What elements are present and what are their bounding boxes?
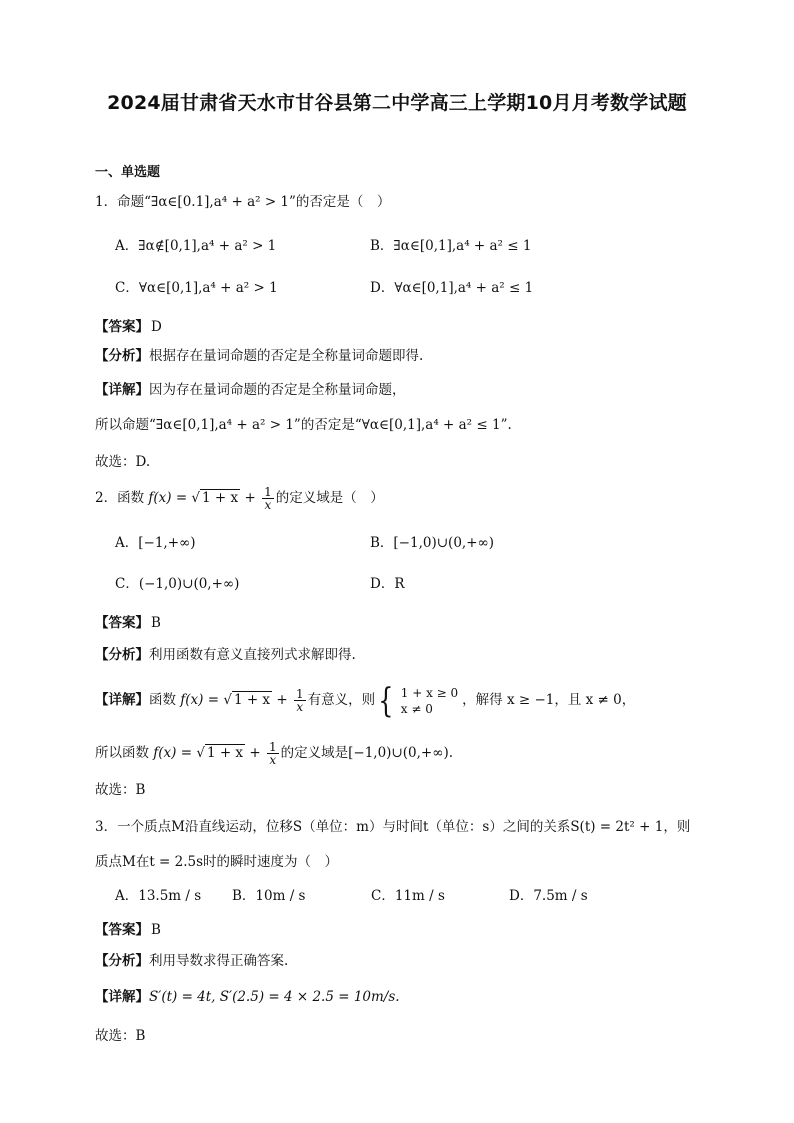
q1-stem: 1．命题“∃α∈[0.1],a⁴ + a² > 1”的否定是（ ） [95, 194, 391, 210]
q1-option-a: A．∃α∉[0,1],a⁴ + a² > 1 [115, 238, 277, 254]
q2-system-line-2: x ≠ 0 [400, 701, 433, 716]
q1-option-c: C．∀α∈[0,1],a⁴ + a² > 1 [115, 280, 278, 296]
section-heading: 一、单选题 [95, 165, 161, 180]
q2-sqrt: 1 + x [202, 490, 239, 506]
q2-option-d: D．R [370, 576, 405, 592]
q3-option-b: B．10m / s [232, 888, 306, 904]
q2-answer: B [151, 615, 161, 631]
q3-option-d: D．7.5m / s [509, 888, 588, 904]
q2-option-b: B．[−1,0)∪(0,+∞) [370, 535, 495, 551]
answer-tag: 【答案】 [95, 922, 149, 938]
q1-choose: 故选：D. [95, 454, 151, 470]
q2-stem: 2．函数 f(x) = √ 1 + x + $\frac{1}{x}$ 的定义域是（ ） [95, 485, 384, 512]
analysis-tag: 【分析】 [95, 953, 149, 969]
frac-num: 1 [264, 485, 272, 499]
q2-detail-pre: 函数 [149, 692, 176, 708]
analysis-tag: 【分析】 [95, 348, 149, 364]
q2-system [401, 685, 458, 717]
q2-choose: 故选：B [95, 782, 146, 798]
q2-detail-fx: f(x) = [180, 692, 220, 708]
q2-detail2-post: 的定义域是[−1,0)∪(0,+∞). [280, 745, 453, 761]
q2-detail-post: ，解得 x ≥ −1，且 x ≠ 0， [462, 692, 636, 708]
q2-fraction [262, 486, 274, 511]
q2-fx: f(x) = [148, 490, 188, 506]
q2-system-line-1: 1 + x ≥ 0 [400, 685, 459, 700]
q3-option-a: A．13.5m / s [115, 888, 202, 904]
q2-detail-line: 【详解】函数 f(x) = √ 1 + x + $\frac{1}{x}$ 有意义，则{ 1 + x ≥ 0 x ≠ 0 ，解得 x ≥ −1，且 x ≠ 0， [95, 680, 636, 721]
frac-num: 1 [268, 740, 277, 754]
brace-glyph: { [378, 680, 394, 721]
q3-analysis-line [95, 951, 288, 971]
q2-stem-post: 的定义域是（ ） [275, 490, 384, 506]
q2-answer-line [95, 613, 161, 633]
q2-detail2-fx: f(x) = [153, 745, 193, 761]
q2-option-a: A．[−1,+∞) [115, 535, 196, 551]
page-title: 2024届甘肃省天水市甘谷县第二中学高三上学期10月月考数学试题 [107, 92, 687, 114]
q3-detail-line [95, 987, 400, 1007]
frac-den: x [269, 753, 277, 767]
q3-detail: S′(t) = 4t, S′(2.5) = 4 × 2.5 = 10m/s. [149, 989, 400, 1005]
q2-detail2-line: 所以函数 f(x) = √ 1 + x + $\frac{1}{x}$ 的定义域是[−1,0)∪(0,+∞). [95, 740, 453, 767]
q2-detail-sqrt: 1 + x [233, 692, 271, 708]
answer-tag: 【答案】 [95, 615, 149, 631]
q2-plus: + [244, 490, 256, 506]
detail-tag: 【详解】 [95, 989, 149, 1005]
q1-answer: D [151, 319, 162, 335]
q2-detail-mid: 有意义，则 [307, 692, 376, 708]
detail-tag: 【详解】 [95, 382, 149, 398]
answer-tag: 【答案】 [95, 319, 149, 335]
q1-analysis-line [95, 346, 423, 366]
q2-option-c: C．(−1,0)∪(0,+∞) [115, 576, 240, 592]
q2-detail2-pre: 所以函数 [95, 745, 149, 761]
q2-detail2-sqrt: 1 + x [206, 745, 244, 761]
q1-answer-line [95, 317, 162, 337]
q3-option-c: C．11m / s [371, 888, 445, 904]
frac-den: x [296, 700, 304, 714]
q1-detail: 因为存在量词命题的否定是全称量词命题， [149, 382, 406, 398]
q1-detail2: 所以命题“∃α∈[0,1],a⁴ + a² > 1”的否定是“∀α∈[0,1],a⁴ + a² ≤ 1”. [95, 417, 512, 433]
q2-detail-plus: + [276, 692, 288, 708]
analysis-tag: 【分析】 [95, 647, 149, 663]
q3-answer-line [95, 920, 161, 940]
q3-choose: 故选：B [95, 1028, 146, 1044]
q3-stem-1: 3．一个质点M沿直线运动，位移S（单位：m）与时间t（单位：s）之间的关系S(t) = 2t² + 1，则 [95, 819, 691, 835]
q2-analysis: 利用函数有意义直接列式求解即得. [149, 647, 356, 663]
q1-option-b: B．∃α∈[0,1],a⁴ + a² ≤ 1 [370, 238, 532, 254]
q2-analysis-line [95, 645, 356, 665]
q2-stem-pre: 2．函数 [95, 490, 145, 506]
q3-stem-2: 质点M在t = 2.5s时的瞬时速度为（ ） [95, 854, 339, 870]
q3-answer: B [151, 922, 161, 938]
detail-tag: 【详解】 [95, 692, 149, 708]
q2-detail-fraction [294, 688, 306, 713]
frac-den: x [264, 498, 272, 512]
q1-analysis: 根据存在量词命题的否定是全称量词命题即得. [149, 348, 424, 364]
q3-analysis: 利用导数求得正确答案. [149, 953, 289, 969]
q1-option-d: D．∀α∈[0,1],a⁴ + a² ≤ 1 [370, 280, 534, 296]
q2-detail2-plus: + [249, 745, 261, 761]
q1-detail-line [95, 380, 406, 400]
frac-num: 1 [295, 687, 304, 701]
q2-detail2-fraction [267, 741, 279, 766]
